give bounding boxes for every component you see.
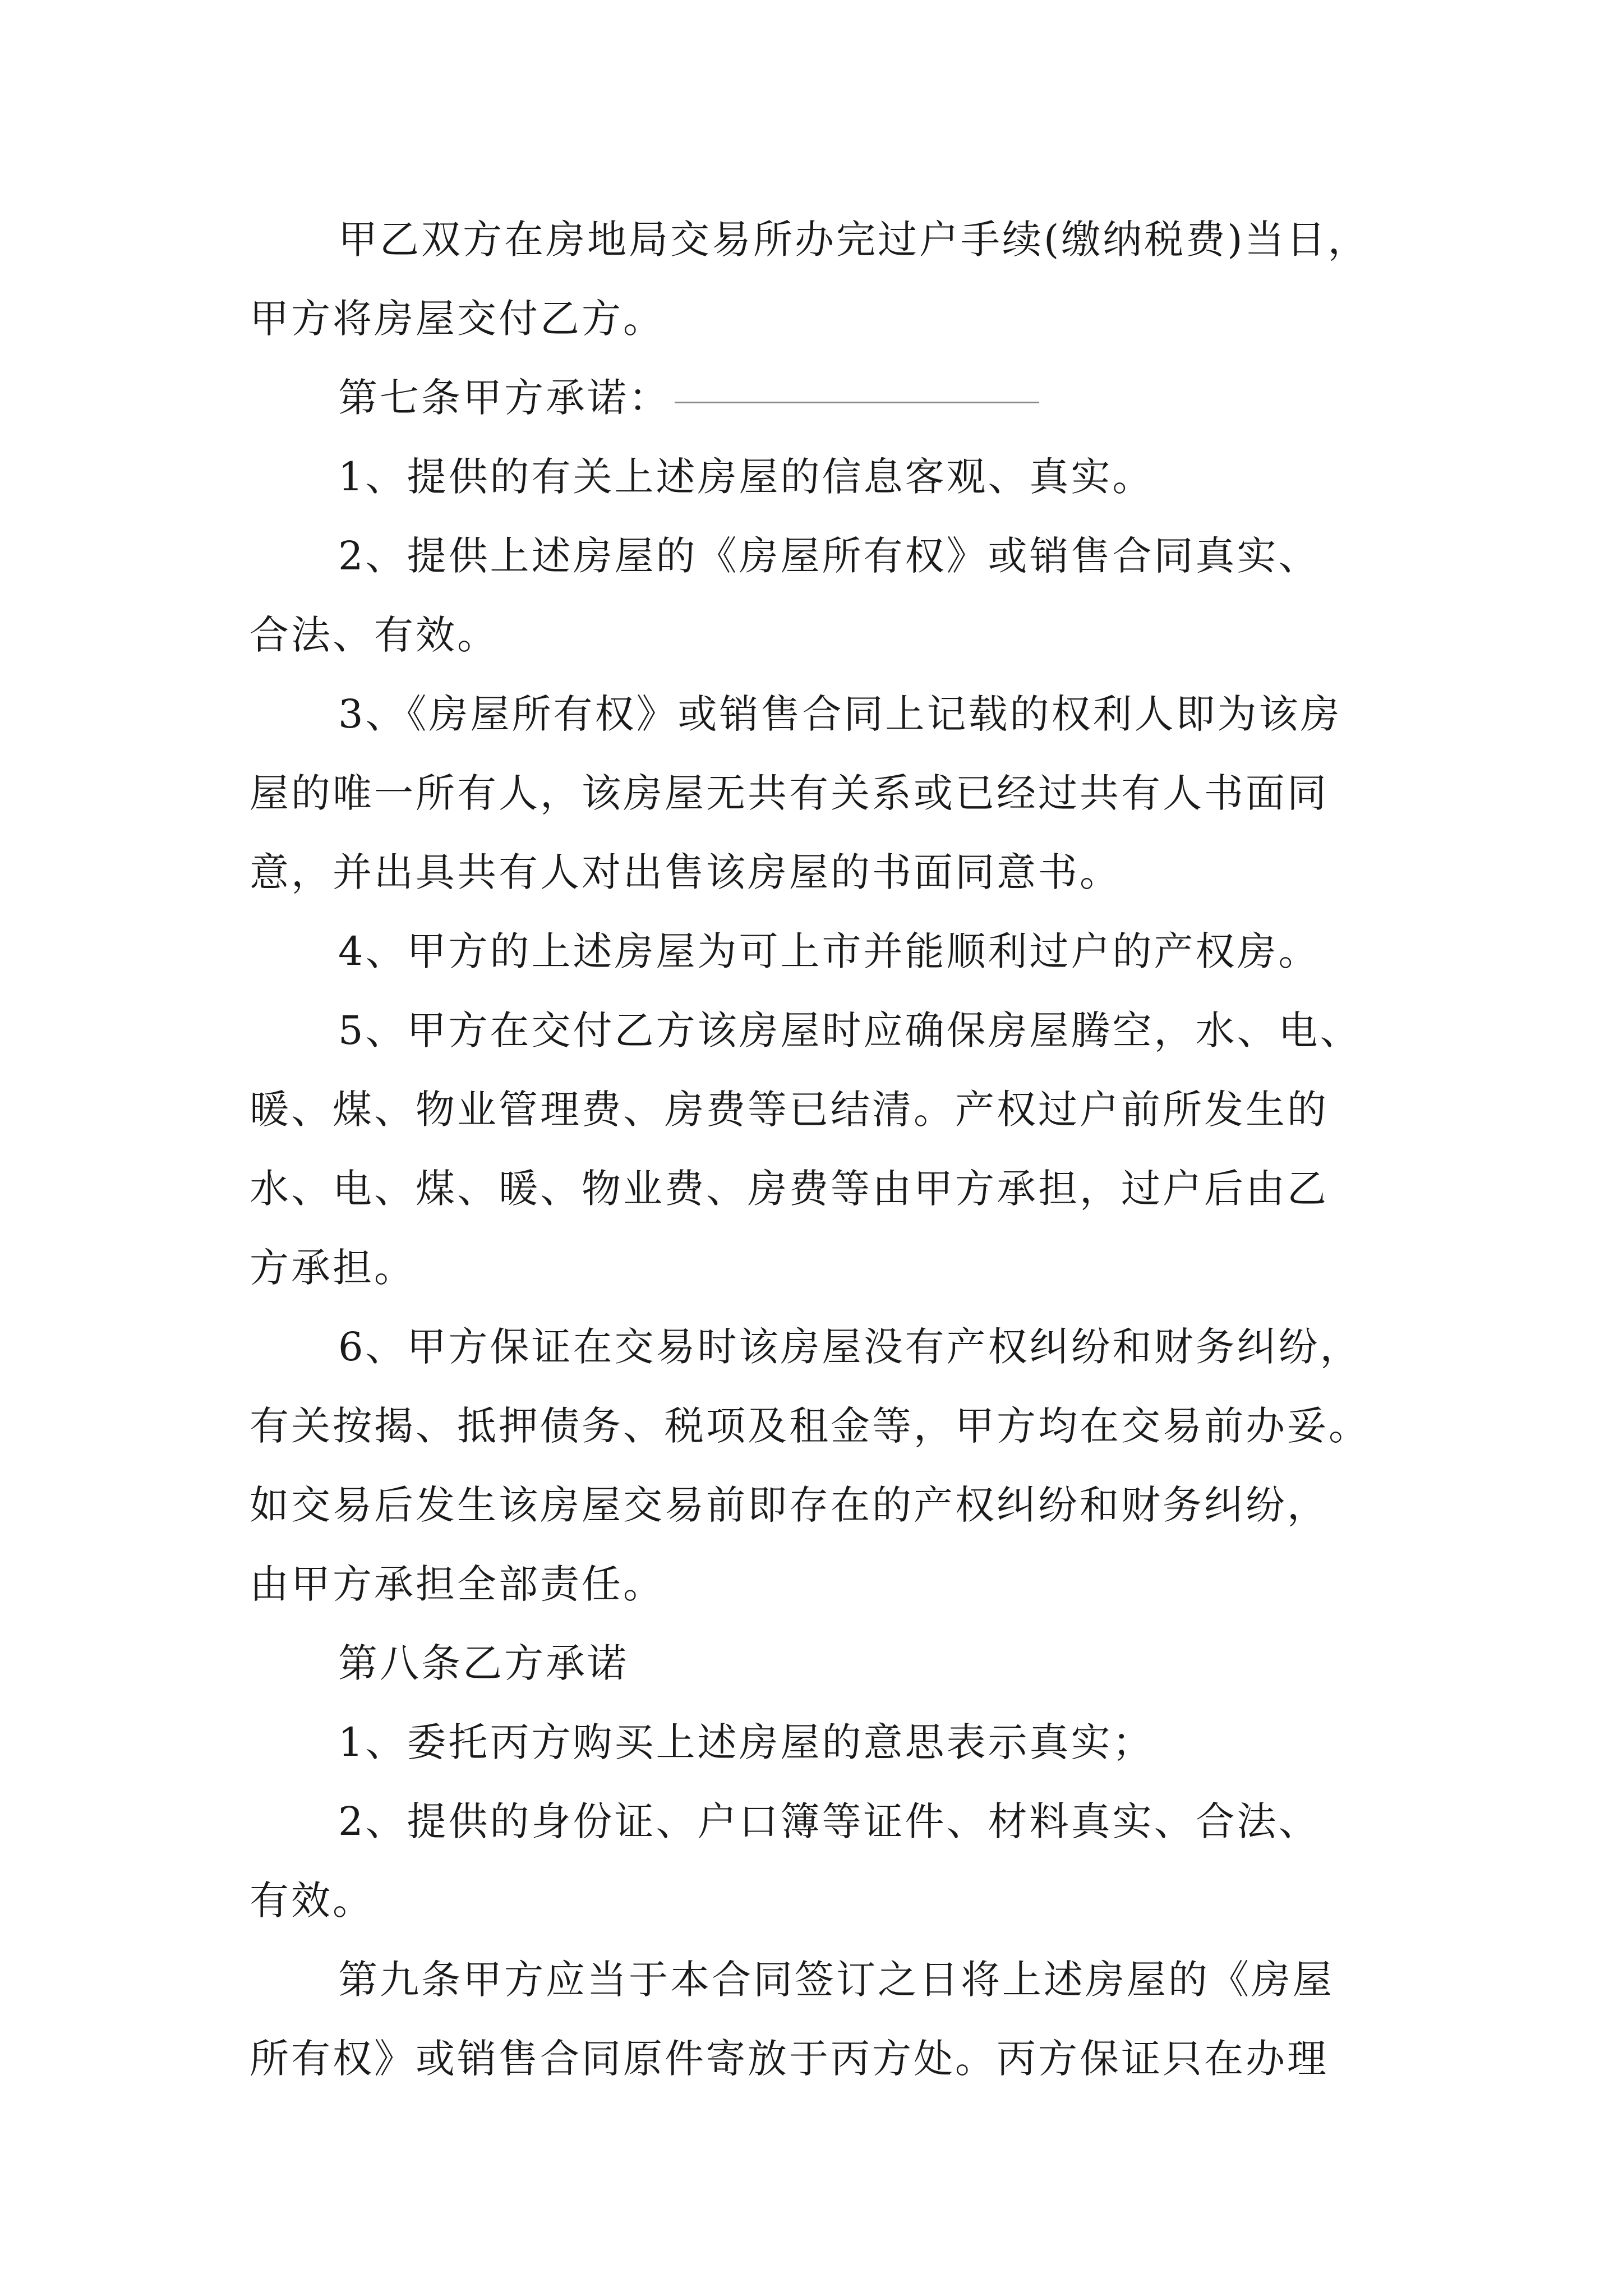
paragraph-line: 意，并出具共有人对出售该房屋的书面同意书。 [250, 849, 1121, 895]
paragraph-line: 合法、有效。 [250, 612, 499, 658]
paragraph-line: 屋的唯一所有人，该房屋无共有关系或已经过共有人书面同 [250, 770, 1329, 816]
paragraph-line: 方承担。 [250, 1245, 416, 1291]
paragraph-line: 水、电、煤、暖、物业费、房费等由甲方承担，过户后由乙 [250, 1166, 1329, 1212]
paragraph-line: 5、甲方在交付乙方该房屋时应确保房屋腾空，水、电、 [338, 1007, 1362, 1053]
paragraph-line: 由甲方承担全部责任。 [250, 1561, 665, 1607]
article-8-heading: 第八条乙方承诺 [338, 1640, 629, 1686]
paragraph-line: 2、提供上述房屋的《房屋所有权》或销售合同真实、 [338, 533, 1320, 579]
paragraph-line: 1、委托丙方购买上述房屋的意思表示真实； [338, 1719, 1154, 1765]
paragraph-line: 4、甲方的上述房屋为可上市并能顺利过户的产权房。 [338, 928, 1320, 974]
paragraph-line: 6、甲方保证在交易时该房屋没有产权纠纷和财务纠纷， [338, 1324, 1362, 1370]
paragraph-line: 2、提供的身份证、户口簿等证件、材料真实、合法、 [338, 1798, 1320, 1844]
paragraph-line: 有关按揭、抵押债务、税项及租金等，甲方均在交易前办妥。 [250, 1403, 1370, 1449]
paragraph-line: 有效。 [250, 1878, 374, 1924]
paragraph-line: 第九条甲方应当于本合同签订之日将上述房屋的《房屋 [338, 1957, 1334, 2003]
paragraph-line: 暖、煤、物业管理费、房费等已结清。产权过户前所发生的 [250, 1087, 1329, 1133]
article-7-heading-line [338, 375, 1039, 421]
blank-fill-line [675, 399, 1039, 403]
paragraph-line: 如交易后发生该房屋交易前即存在的产权纠纷和财务纠纷， [250, 1482, 1329, 1528]
paragraph-line: 所有权》或销售合同原件寄放于丙方处。丙方保证只在办理 [250, 2036, 1329, 2082]
paragraph-line: 1、提供的有关上述房屋的信息客观、真实。 [338, 454, 1154, 500]
article-7-heading: 第七条甲方承诺： [338, 375, 670, 421]
paragraph-line: 甲乙双方在房地局交易所办完过户手续(缴纳税费)当日， [338, 217, 1370, 263]
paragraph-line: 3、《房屋所有权》或销售合同上记载的权利人即为该房 [338, 691, 1342, 737]
paragraph-line: 甲方将房屋交付乙方。 [250, 296, 665, 342]
